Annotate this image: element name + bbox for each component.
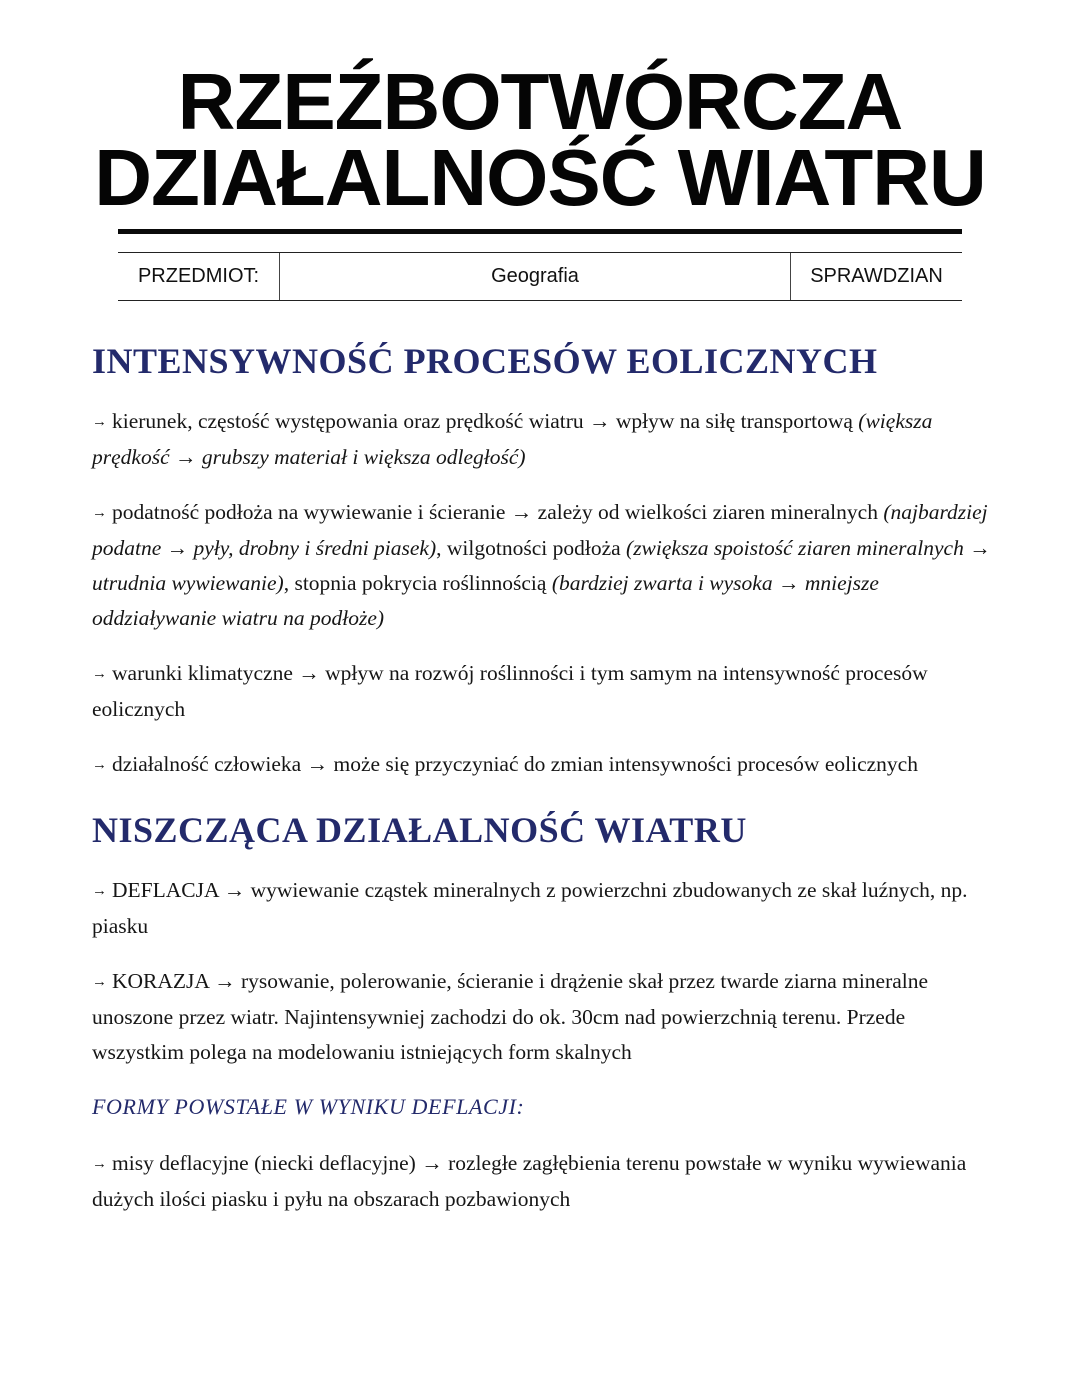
arrow-icon: → [92,414,107,430]
bullet-deflation-basins: → misy deflacyjne (niecki deflacyjne) → rozległe zagłębienia terenu powstałe w wyniku wywiewania dużych ilości piasku i pyłu na obszarach pozbawionych [92,1151,967,1211]
meta-table [118,252,962,301]
document-type: SPRAWDZIAN [810,265,943,287]
arrow-icon: → [92,1156,107,1172]
subsection-heading-deflation-forms: FORMY POWSTAŁE W WYNIKU DEFLACJI: [92,1094,525,1119]
title-divider [118,229,962,234]
title-line-1: RZEŹBOTWÓRCZA [177,57,903,146]
arrow-icon: → [92,757,107,773]
bullet-climate: → warunki klimatyczne → wpływ na rozwój roślinności i tym samym na intensywność procesów eolicznych [92,661,928,721]
subject-value: Geografia [280,253,791,300]
arrow-icon: → [92,974,107,990]
bullet-corrasion: → KORAZJA → rysowanie, polerowanie, ścieranie i drążenie skał przez twarde ziarna mineralne unoszone przez wiatr. Najintensywniej zachodzi do ok. 30cm nad powierzchnią terenu. Przede wszystkim polega na modelowaniu istniejących form skalnych [92,969,929,1064]
bullet-deflation: → DEFLACJA → wywiewanie cząstek mineralnych z powierzchni zbudowanych ze skał luźnych, np. piasku [92,878,968,938]
bullet-human-activity: → działalność człowieka → może się przyczyniać do zmian intensywności procesów eolicznych [92,752,918,776]
section-heading-intensity: INTENSYWNOŚĆ PROCESÓW EOLICZNYCH [92,341,878,381]
bullet-wind-speed: → kierunek, częstość występowania oraz prędkość wiatru → wpływ na siłę transportową (większa prędkość → grubszy materiał i większa odległość) [92,409,933,469]
bullet-substrate: → podatność podłoża na wywiewanie i ścieranie → zależy od wielkości ziaren mineralnych (najbardziej podatne → pyły, drobny i średni piasek), wilgotności podłoża (zwiększa spoistość ziaren mineralnych → utrudnia wywiewanie), stopnia pokrycia roślinnością (bardziej zwarta i wysoka → mniejsze oddziaływanie wiatru na podłoże) [92,500,991,630]
document-body [92,336,992,1237]
subject-label: PRZEDMIOT: [118,253,280,300]
arrow-icon: → [92,666,107,682]
arrow-icon: → [92,883,107,899]
document-title [0,57,1080,222]
section-heading-destructive: NISZCZĄCA DZIAŁALNOŚĆ WIATRU [92,810,747,850]
arrow-icon: → [92,505,107,521]
title-line-2: DZIAŁALNOŚĆ WIATRU [94,133,986,222]
